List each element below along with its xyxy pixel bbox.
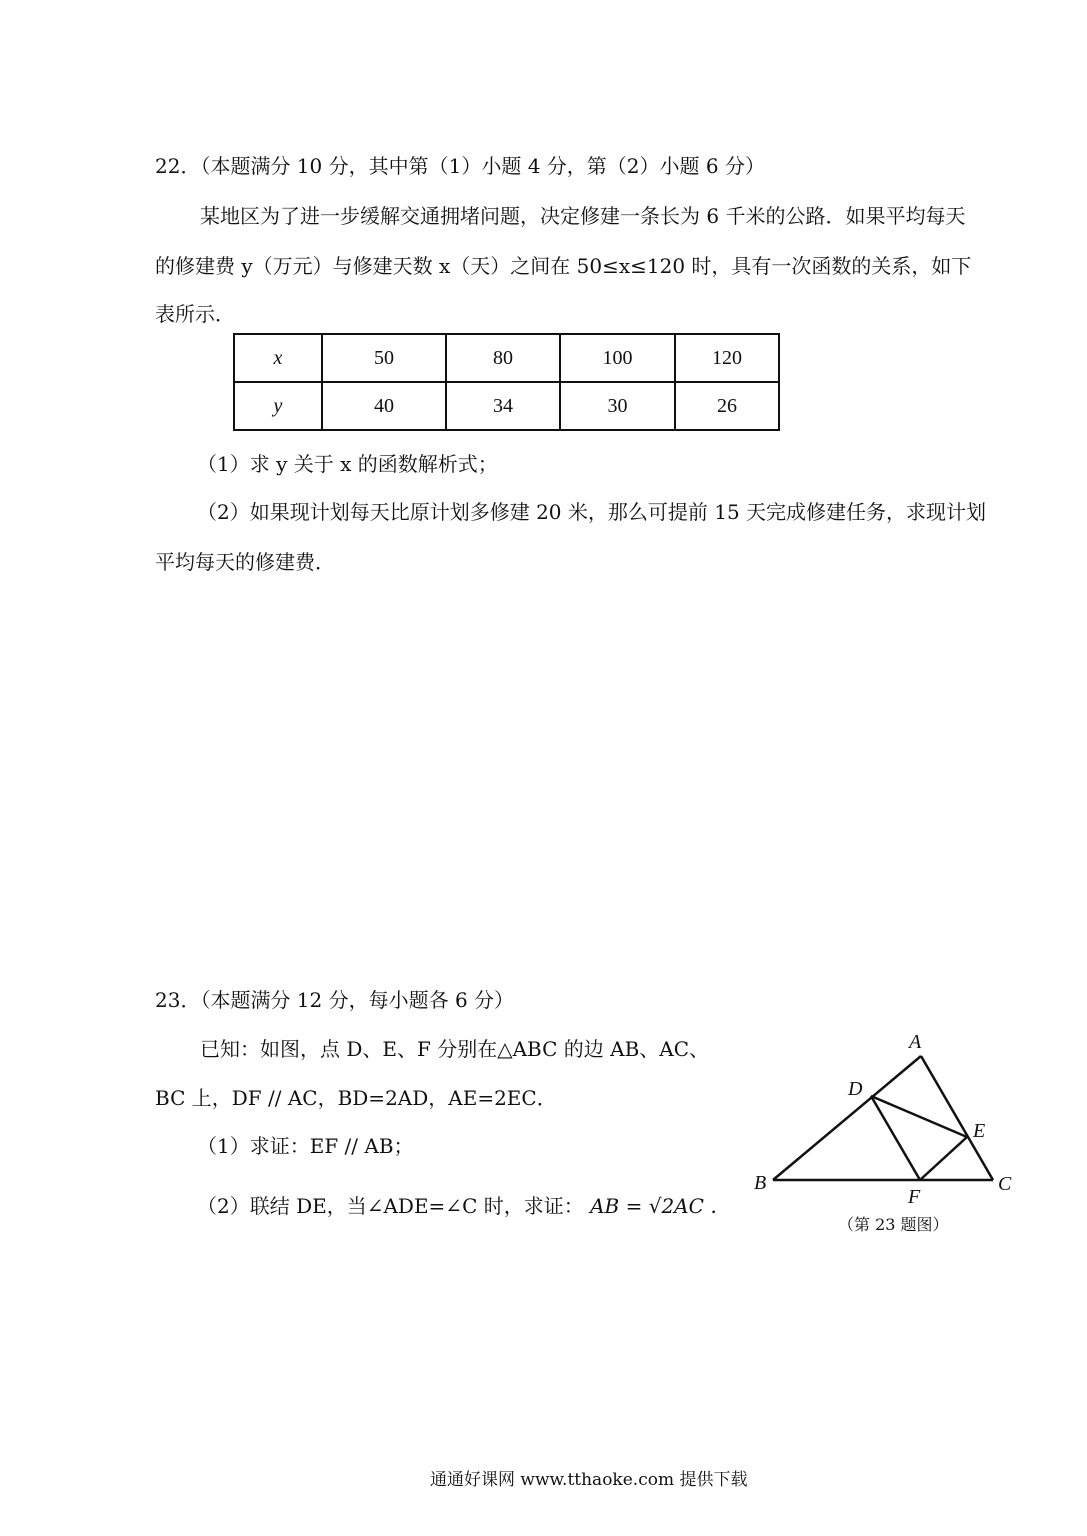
q23-part1: （1）求证：EF // AB； [197, 1134, 414, 1158]
segment-ef [920, 1137, 967, 1180]
label-a: A [909, 1031, 922, 1053]
xy-table [233, 333, 780, 431]
segment-df [871, 1096, 920, 1180]
label-f: F [908, 1186, 921, 1208]
table-row-y [234, 382, 779, 430]
q23-part2-text: （2）联结 DE，当∠ADE=∠C 时，求证： [197, 1194, 584, 1218]
table-cell: 34 [446, 382, 560, 430]
segment-ab [773, 1056, 921, 1180]
q23-text-line2: BC 上，DF // AC，BD=2AD，AE=2EC． [155, 1086, 557, 1110]
footer-text: 通通好课网 www.tthaoke.com 提供下载 [430, 1470, 748, 1490]
table-cell: 80 [446, 334, 560, 382]
q22-part2-line2: 平均每天的修建费． [155, 550, 335, 574]
q23-part2 [197, 1190, 730, 1219]
table-header-y: y [234, 382, 322, 430]
q23-part2-formula: AB = √2AC ． [590, 1194, 731, 1218]
q22-header: 22．（本题满分 10 分，其中第（1）小题 4 分，第（2）小题 6 分） [155, 154, 765, 178]
q22-text-line2: 的修建费 y（万元）与修建天数 x（天）之间在 50≤x≤120 时，具有一次函数的关系，如下 [155, 254, 972, 278]
table-header-x: x [234, 334, 322, 382]
q23-header: 23．（本题满分 12 分，每小题各 6 分） [155, 988, 515, 1012]
q22-part1: （1）求 y 关于 x 的函数解析式； [197, 452, 498, 476]
label-c: C [998, 1173, 1012, 1195]
table-cell: 40 [322, 382, 446, 430]
segment-ac [921, 1056, 993, 1180]
table-cell: 26 [675, 382, 779, 430]
figure-caption: （第 23 题图） [838, 1215, 949, 1234]
table-row-x [234, 334, 779, 382]
label-e: E [973, 1120, 986, 1142]
q22-part2-line1: （2）如果现计划每天比原计划多修建 20 米，那么可提前 15 天完成修建任务，求现计划 [197, 500, 987, 524]
q22-text-line1: 某地区为了进一步缓解交通拥堵问题，决定修建一条长为 6 千米的公路．如果平均每天 [200, 204, 966, 228]
table-cell: 120 [675, 334, 779, 382]
q22-text-line3: 表所示． [155, 302, 235, 326]
q23-text-line1: 已知：如图，点 D、E、F 分别在△ABC 的边 AB、AC、 [200, 1037, 710, 1061]
table-cell: 30 [560, 382, 675, 430]
segment-de [871, 1096, 967, 1137]
table-cell: 100 [560, 334, 675, 382]
label-b: B [754, 1172, 767, 1194]
label-d: D [848, 1078, 863, 1100]
table-cell: 50 [322, 334, 446, 382]
